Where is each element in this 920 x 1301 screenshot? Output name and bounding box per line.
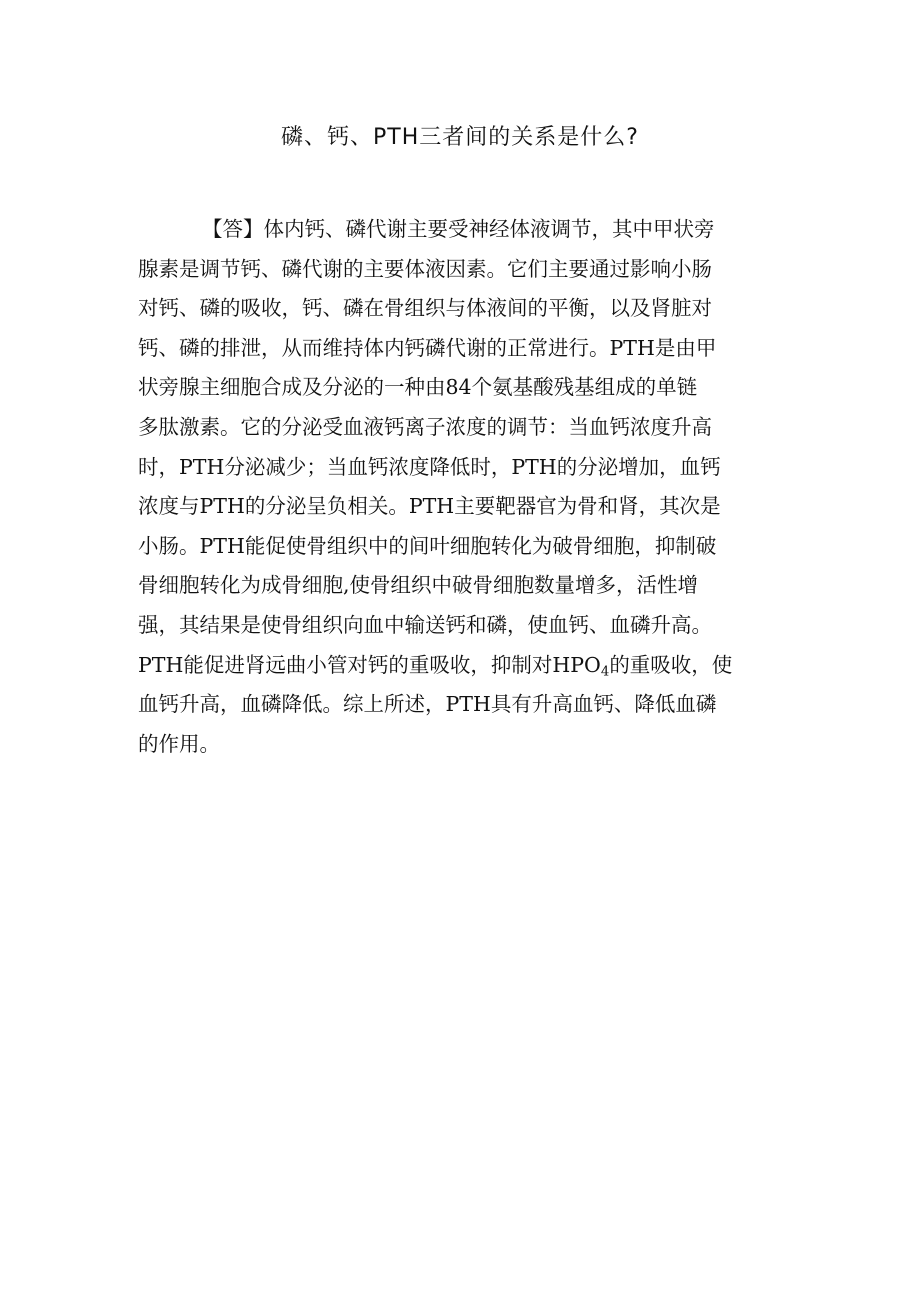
text-line: 时，PTH分泌减少；当血钙浓度降低时，PTH的分泌增加，血钙 — [138, 454, 721, 479]
text-line-content: PTH能促进肾远曲小管对钙的重吸收，抑制对HPO — [138, 652, 601, 677]
answer-tag: 【答】 — [202, 217, 264, 241]
text-line: 对钙、磷的吸收，钙、磷在骨组织与体液间的平衡，以及肾脏对 — [138, 296, 712, 321]
text-line: 强，其结果是使骨组织向血中输送钙和磷，使血钙、血磷升高。 — [138, 612, 712, 637]
text-line — [138, 646, 786, 686]
text-line: 血钙升高，血磷降低。综上所述，PTH具有升高血钙、降低血磷 — [138, 692, 717, 717]
answer-paragraph — [138, 210, 786, 764]
document-title: 磷、钙、PTH三者间的关系是什么? — [281, 125, 639, 150]
text-line: 骨细胞转化为成骨细胞,使骨组织中破骨细胞数量增多，活性增 — [138, 573, 699, 598]
text-line: 浓度与PTH的分泌呈负相关。PTH主要靶器官为骨和肾，其次是 — [138, 494, 721, 519]
text-line: 的作用。 — [138, 731, 220, 756]
text-line: 钙、磷的排泄，从而维持体内钙磷代谢的正常进行。PTH是由甲 — [138, 335, 717, 360]
text-line: 腺素是调节钙、磷代谢的主要体液因素。它们主要通过影响小肠 — [138, 256, 712, 281]
text-line: 小肠。PTH能促使骨组织中的间叶细胞转化为破骨细胞，抑制破 — [138, 533, 717, 558]
subscript-text: 4 — [600, 663, 610, 679]
text-line — [138, 210, 786, 250]
text-line-content: 的重吸收，使 — [609, 652, 733, 677]
text-line: 多肽激素。它的分泌受血液钙离子浓度的调节：当血钙浓度升高 — [138, 414, 712, 439]
text-line-content: 体内钙、磷代谢主要受神经体液调节，其中甲状旁 — [263, 217, 715, 241]
text-line: 状旁腺主细胞合成及分泌的一种由84个氨基酸残基组成的单链 — [138, 375, 698, 400]
